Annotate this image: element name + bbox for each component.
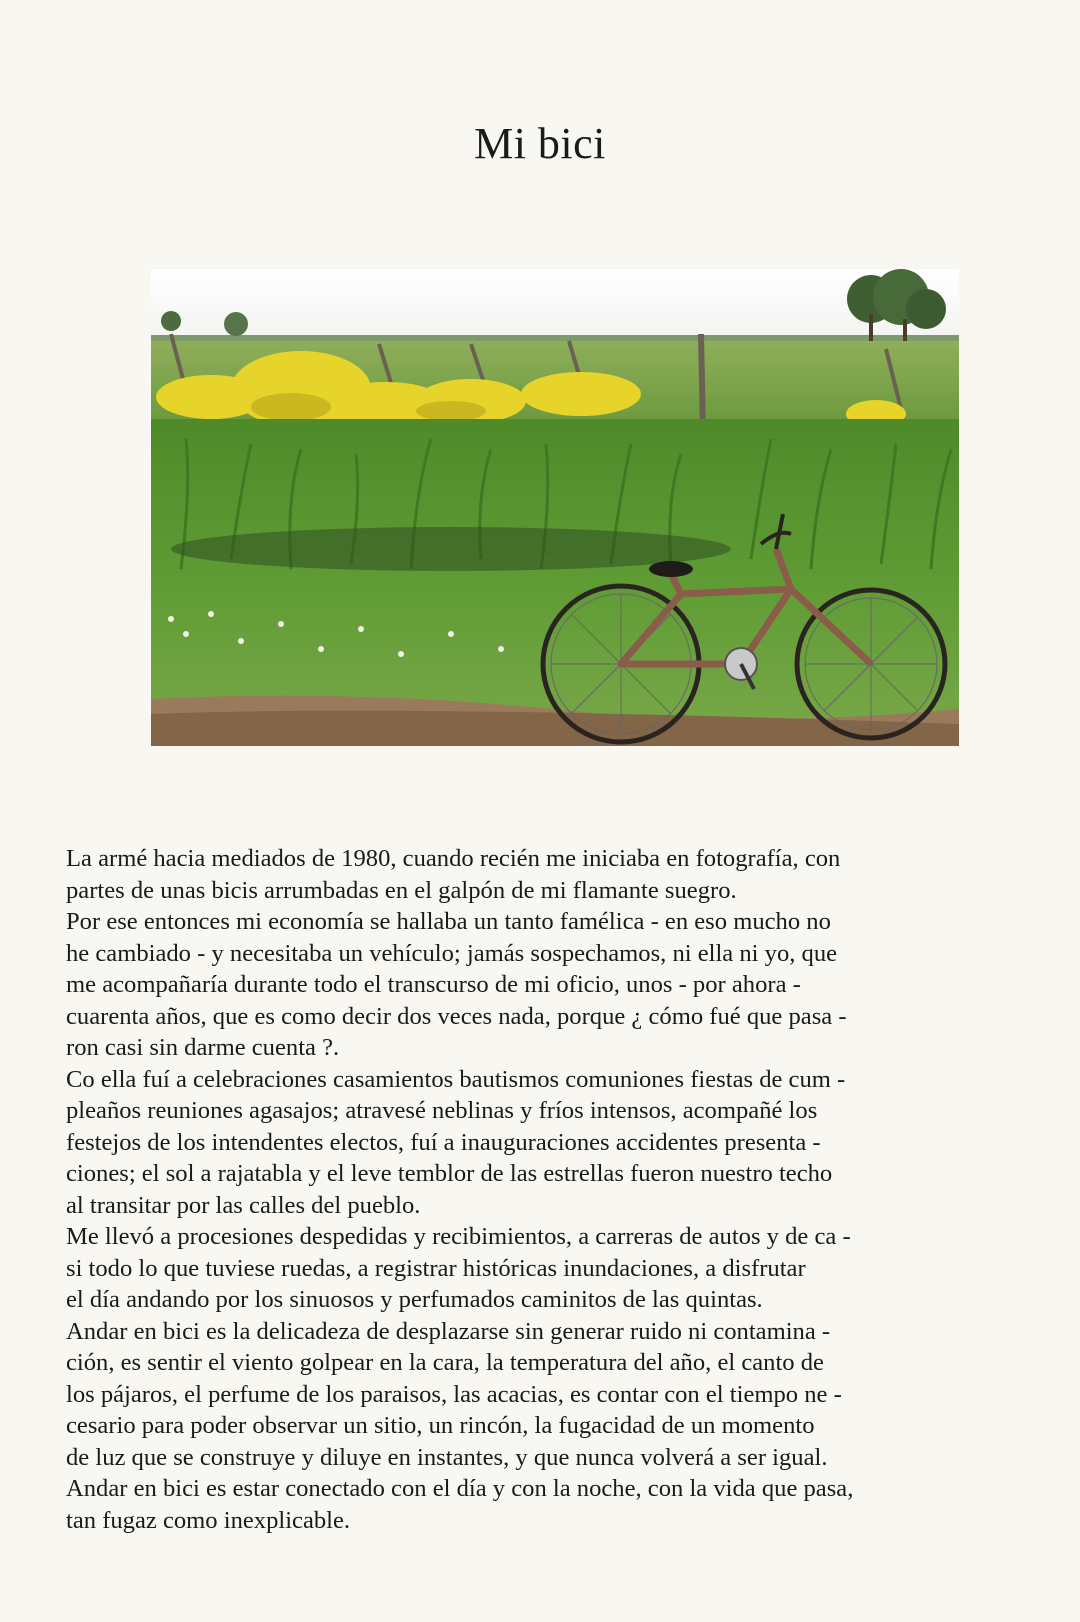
text-line: cesario para poder observar un sitio, un rincón, la fugacidad de un momento — [66, 1412, 815, 1439]
text-line: al transitar por las calles del pueblo. — [66, 1191, 421, 1219]
text-line: Por ese entonces mi economía se hallaba un tanto famélica - en eso mucho no — [66, 908, 831, 935]
text-line: ciones; el sol a rajatabla y el leve temblor de las estrellas fueron nuestro techo — [66, 1160, 833, 1187]
text-line: partes de unas bicis arrumbadas en el galpón de mi flamante suegro. — [66, 876, 737, 904]
text-line: el día andando por los sinuosos y perfumados caminitos de las quintas. — [66, 1286, 763, 1313]
text-line: pleaños reuniones agasajos; atravesé neblinas y fríos intensos, acompañé los — [66, 1097, 818, 1124]
text-line: La armé hacia mediados de 1980, cuando recién me iniciaba en fotografía, con — [66, 845, 841, 872]
text-line: los pájaros, el perfume de los paraisos, las acacias, es contar con el tiempo ne - — [66, 1380, 842, 1408]
text-line: he cambiado - y necesitaba un vehículo; jamás sospechamos, ni ella ni yo, que — [66, 939, 838, 967]
bicycle-photo — [151, 269, 959, 746]
text-line: cuarenta años, que es como decir dos veces nada, porque ¿ cómo fué que pasa - — [66, 1002, 847, 1030]
text-line: si todo lo que tuviese ruedas, a registrar históricas inundaciones, a disfrutar — [66, 1254, 806, 1282]
text-line: de luz que se construye y diluye en instantes, y que nunca volverá a ser igual. — [66, 1443, 828, 1471]
text-line: Andar en bici es estar conectado con el día y con la noche, con la vida que pasa, — [66, 1475, 854, 1502]
text-line: me acompañaría durante todo el transcurso de mi oficio, unos - por ahora - — [66, 971, 801, 998]
text-line: ron casi sin darme cuenta ?. — [66, 1034, 340, 1061]
page-title: Mi bici — [474, 119, 606, 168]
text-line: ción, es sentir el viento golpear en la cara, la temperatura del año, el canto de — [66, 1349, 824, 1376]
text-line: Andar en bici es la delicadeza de desplazarse sin generar ruido ni contamina - — [66, 1317, 831, 1345]
text-line: festejos de los intendentes electos, fuí a inauguraciones accidentes presenta - — [66, 1128, 821, 1156]
text-line: Me llevó a procesiones despedidas y recibimientos, a carreras de autos y de ca - — [66, 1223, 851, 1250]
text-line: Co ella fuí a celebraciones casamientos bautismos comuniones fiestas de cum - — [66, 1065, 846, 1093]
body-text — [66, 843, 1026, 1536]
text-line: tan fugaz como inexplicable. — [66, 1506, 351, 1534]
